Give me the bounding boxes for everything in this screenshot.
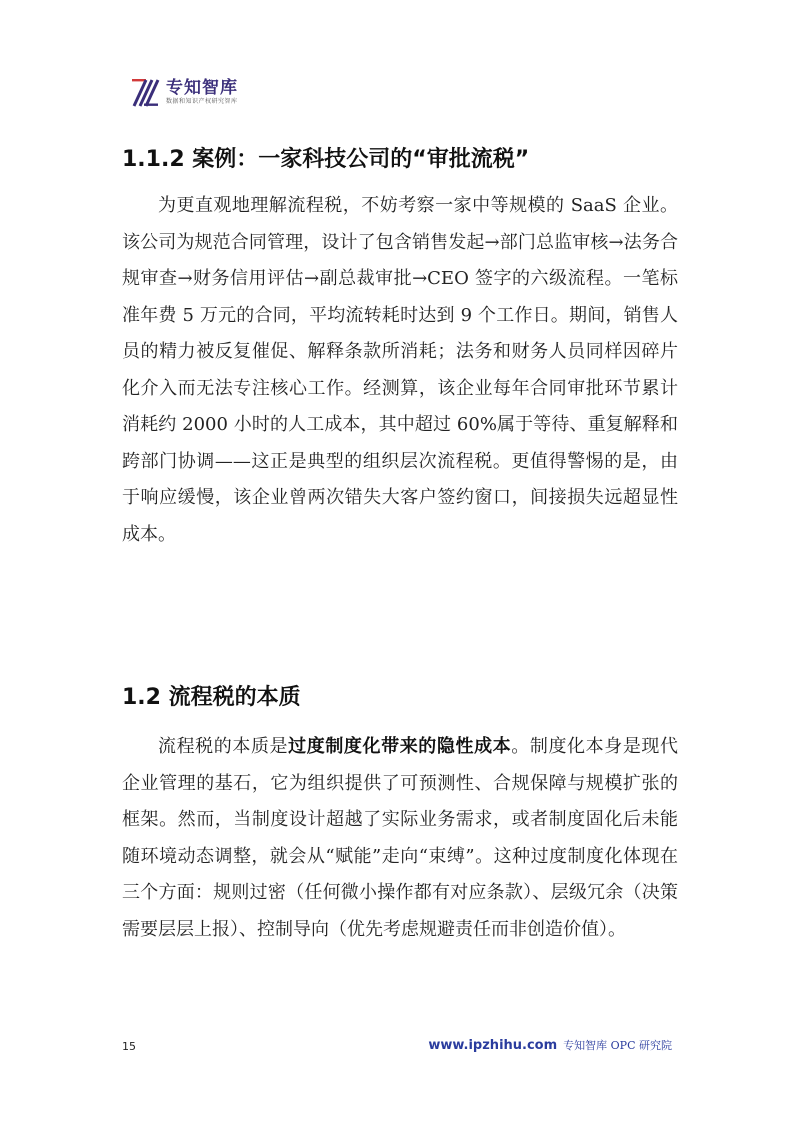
footer-url[interactable]: www.ipzhihu.com	[428, 1038, 558, 1053]
page-number: 15	[122, 1040, 136, 1053]
essence-para-rest: 。制度化本身是现代企业管理的基石，它为组织提供了可预测性、合规保障与规模扩张的框架。然而，当制度设计超越了实际业务需求，或者制度固化后未能随环境动态调整，就会从“赋能”走向“束缚”。这种过度制度化体现在三个方面：规则过密（任何微小操作都有对应条款）、层级冗余（决策需要层层上报）、控制导向（优先考虑规避责任而非创造价值）。	[122, 736, 679, 940]
essence-para-bold: 过度制度化带来的隐性成本	[288, 736, 512, 757]
section-heading-1-1-2: 1.1.2 案例：一家科技公司的“审批流税”	[122, 147, 530, 172]
logo-subtitle: 数据和知识产权研究智库	[166, 98, 238, 105]
logo-mark-icon	[130, 76, 160, 108]
logo	[130, 76, 238, 108]
section-heading-1-2: 1.2 流程税的本质	[122, 685, 301, 710]
case-paragraph: 为更直观地理解流程税，不妨考察一家中等规模的 SaaS 企业。该公司为规范合同管理，设计了包含销售发起→部门总监审核→法务合规审查→财务信用评估→副总裁审批→CEO 签字的六级流程。一笔标准年费 5 万元的合同，平均流转耗时达到 9 个工作日。期间，销售人员的精力被反复催促、解释条款所消耗；法务和财务人员同样因碎片化介入而无法专注核心工作。经测算，该企业每年合同审批环节累计消耗约 2000 小时的人工成本，其中超过 60%属于等待、重复解释和跨部门协调——这正是典型的组织层次流程税。更值得警惕的是，由于响应缓慢，该企业曾两次错失大客户签约窗口，间接损失远超显性成本。	[122, 195, 678, 545]
essence-paragraph	[122, 729, 678, 948]
logo-name: 专知智库	[166, 78, 238, 98]
footer-org: 专知智库 OPC 研究院	[563, 1039, 672, 1052]
essence-para-start: 流程税的本质是	[158, 736, 289, 757]
footer-credit	[428, 1037, 672, 1053]
